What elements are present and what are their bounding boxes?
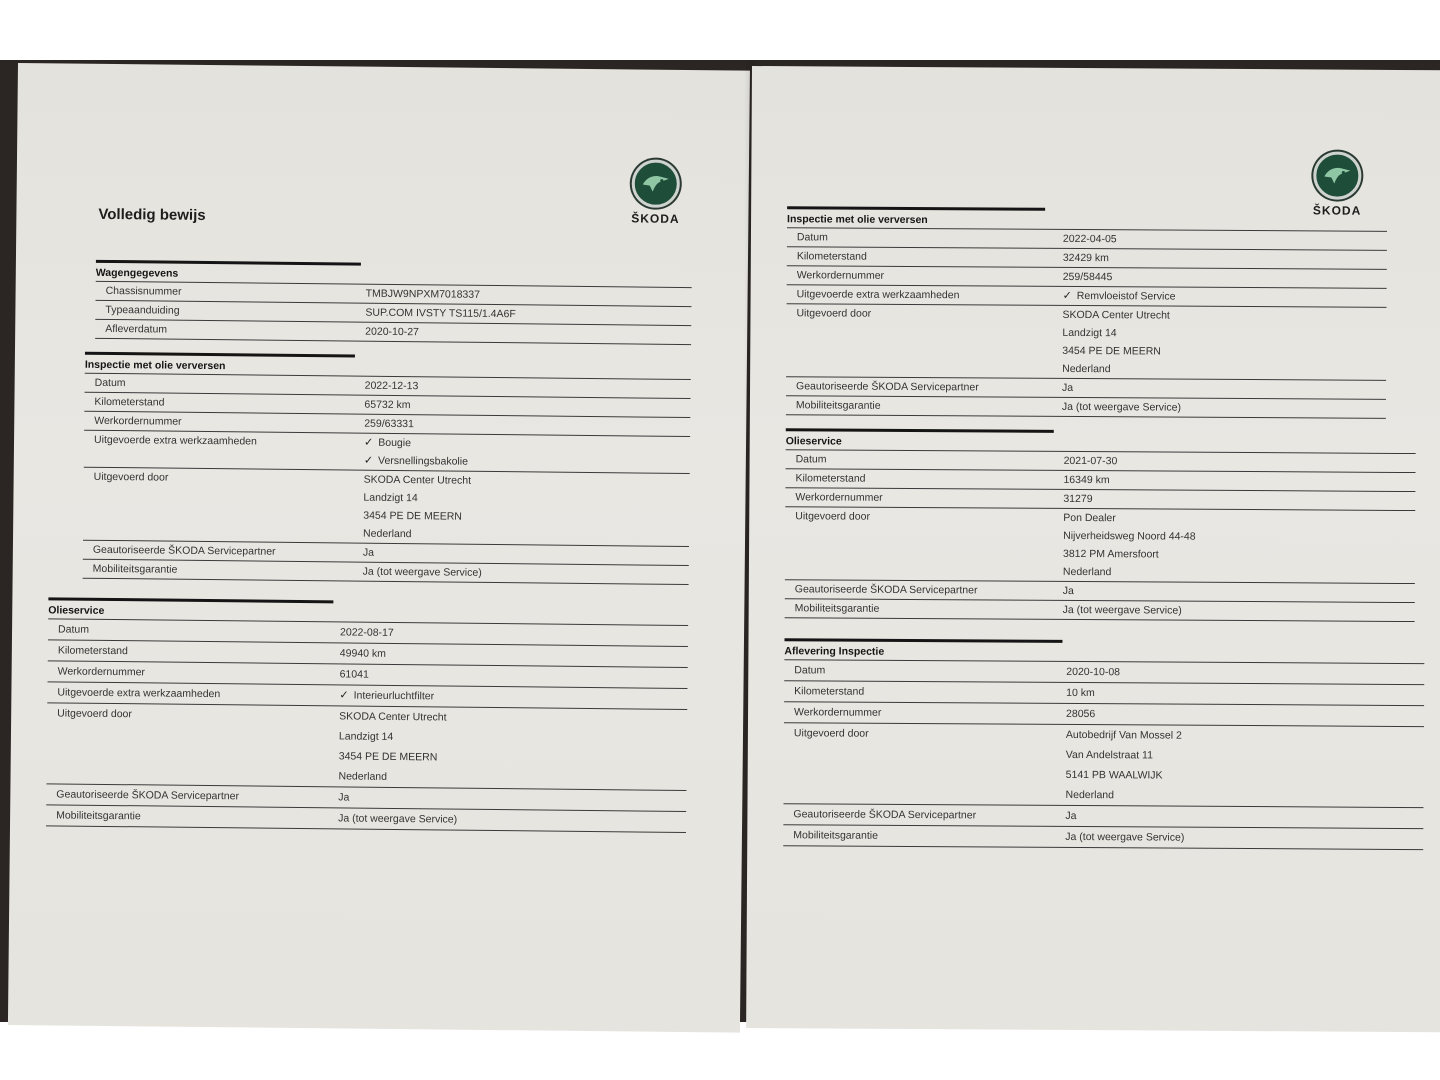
table-row: [786, 449, 1416, 472]
value-text: Ja (tot weergave Service): [1065, 830, 1185, 844]
value-line: [363, 525, 471, 544]
row-label: Mobiliteitsgarantie: [56, 809, 141, 823]
value-text: Ja (tot weergave Service): [1061, 400, 1182, 414]
page-left: [8, 63, 750, 1033]
value-text: Nederland: [1062, 362, 1111, 376]
row-label: Afleverdatum: [105, 322, 168, 336]
value-line: [1066, 725, 1182, 746]
row-value: [339, 685, 434, 706]
row-label: Werkordernummer: [795, 491, 883, 504]
value-text: Bougie: [378, 436, 412, 450]
value-line: [338, 787, 349, 807]
section-divider-bar: [48, 597, 333, 603]
value-line: [363, 489, 471, 508]
value-line: [363, 563, 482, 582]
value-line: [1062, 306, 1169, 325]
row-label: Mobiliteitsgarantie: [795, 399, 881, 412]
value-text: 10 km: [1066, 686, 1095, 700]
table-row: [783, 824, 1423, 849]
row-value: [1063, 268, 1113, 286]
table-row: [787, 246, 1387, 269]
value-line: [339, 706, 447, 727]
row-label: Datum: [796, 231, 828, 244]
row-label: Typeaanduiding: [105, 303, 180, 317]
value-text: Ja: [1062, 381, 1074, 394]
value-line: [1063, 601, 1182, 620]
value-line: [1063, 268, 1113, 286]
value-text: 16349 km: [1063, 473, 1110, 487]
section-title: Olieservice: [48, 604, 105, 617]
table-row: [784, 680, 1424, 705]
row-value: [365, 323, 419, 342]
skoda-arrow-icon: [1313, 151, 1361, 199]
page-title: Volledig bewijs: [98, 205, 206, 224]
checkmark-icon: ✓: [1062, 289, 1072, 302]
value-line: [364, 434, 468, 453]
value-text: 31279: [1063, 492, 1093, 506]
section-aflevering: [783, 638, 1424, 850]
row-label: Mobiliteitsgarantie: [92, 562, 178, 576]
value-line: [364, 452, 468, 471]
section-divider-bar: [96, 260, 361, 266]
row-label: Uitgevoerd door: [793, 727, 869, 740]
row-label: Datum: [795, 453, 827, 466]
row-value: [338, 787, 349, 807]
table-row: [783, 722, 1423, 807]
row-value: [1063, 601, 1182, 620]
value-text: Nederland: [338, 770, 388, 783]
skoda-logo: [1304, 151, 1370, 217]
value-text: 32429 km: [1062, 251, 1109, 265]
value-line: [1063, 249, 1109, 267]
section-divider-bar: [786, 428, 1054, 433]
value-text: Remvloeistof Service: [1076, 289, 1176, 303]
value-text: 28056: [1066, 707, 1096, 721]
skoda-arrow-icon: [632, 159, 681, 208]
row-label: Uitgevoerd door: [795, 510, 871, 523]
value-text: Landzigt 14: [1062, 326, 1117, 340]
section-title: Aflevering Inspectie: [784, 645, 885, 658]
skoda-wordmark: ŠKODA: [1312, 203, 1362, 218]
value-text: Van Andelstraat 11: [1065, 748, 1154, 762]
row-label: Werkordernummer: [796, 269, 885, 282]
row-value: [1066, 704, 1095, 724]
value-text: Ja: [362, 546, 375, 559]
table-row: [786, 303, 1386, 380]
row-value: [340, 664, 369, 684]
table-row: [786, 376, 1386, 399]
row-value: [1062, 306, 1170, 379]
row-value: [340, 622, 394, 643]
value-text: 5141 PB WAALWIJK: [1065, 768, 1163, 782]
row-label: Werkordernummer: [57, 665, 146, 679]
value-text: Nederland: [1062, 565, 1112, 579]
section-olieservice-right: [785, 428, 1416, 622]
row-value: [363, 544, 374, 562]
section-divider-bar: [85, 352, 355, 358]
value-line: [363, 544, 374, 562]
row-value: [1063, 249, 1109, 267]
value-line: [1065, 785, 1181, 806]
value-text: 2020-10-08: [1066, 665, 1121, 679]
row-label: Uitgevoerd door: [796, 307, 872, 320]
value-line: [340, 643, 386, 663]
value-line: [1063, 471, 1109, 489]
row-label: Uitgevoerde extra werkzaamheden: [93, 433, 257, 448]
row-value: [1062, 398, 1181, 417]
row-label: Kilometerstand: [795, 472, 866, 485]
skoda-logo: [622, 159, 689, 226]
row-value: [1066, 683, 1095, 703]
value-text: Ja (tot weergave Service): [362, 565, 482, 579]
row-value: [1065, 725, 1181, 806]
value-text: 3454 PE DE MEERN: [363, 509, 462, 523]
value-line: [1062, 360, 1169, 379]
row-label: Geautoriseerde ŠKODA Servicepartner: [56, 788, 240, 803]
value-line: [1063, 230, 1117, 248]
value-text: 49940 km: [339, 647, 387, 660]
value-line: [366, 285, 481, 304]
value-line: [1066, 704, 1095, 724]
row-label: Kilometerstand: [796, 250, 867, 263]
value-text: 259/63331: [364, 417, 414, 431]
value-text: 61041: [339, 668, 369, 681]
document-photo: [0, 60, 1440, 1022]
table-row: [785, 468, 1415, 491]
row-label: Kilometerstand: [94, 395, 165, 409]
value-line: [1063, 527, 1196, 546]
table-row: [787, 227, 1387, 250]
table-row: [783, 803, 1423, 828]
section-wagengegevens: [95, 260, 692, 345]
row-value: [1063, 287, 1176, 306]
row-value: [1064, 452, 1118, 470]
row-label: Geautoriseerde ŠKODA Servicepartner: [796, 380, 979, 394]
value-line: [1062, 398, 1181, 417]
row-label: Kilometerstand: [794, 685, 865, 698]
value-line: [1063, 490, 1092, 508]
row-value: [364, 434, 468, 471]
value-line: [1062, 342, 1169, 361]
row-label: Kilometerstand: [57, 644, 128, 658]
value-text: Landzigt 14: [363, 491, 418, 505]
value-line: [1063, 582, 1074, 600]
row-value: [338, 808, 457, 829]
value-text: 65732 km: [364, 398, 411, 412]
value-line: [364, 396, 410, 414]
section-divider-bar: [787, 206, 1045, 211]
row-value: [1063, 230, 1117, 248]
checkmark-icon: ✓: [363, 454, 374, 467]
value-text: Ja: [1062, 584, 1074, 597]
row-value: [1066, 662, 1120, 682]
value-line: [339, 746, 447, 767]
row-value: [340, 643, 386, 663]
value-text: Nederland: [1065, 788, 1115, 802]
row-label: Uitgevoerde extra werkzaamheden: [796, 288, 960, 302]
table-row: [784, 659, 1424, 684]
value-line: [1063, 287, 1176, 306]
value-line: [1065, 827, 1184, 848]
table-row: [83, 467, 690, 546]
section-title: Inspectie met olie verversen: [84, 358, 226, 373]
row-value: [365, 304, 516, 324]
value-line: [339, 726, 447, 747]
row-label: Uitgevoerd door: [57, 707, 132, 721]
value-text: Ja (tot weergave Service): [338, 812, 458, 826]
row-value: [338, 706, 446, 787]
row-label: Werkordernummer: [794, 706, 882, 719]
table-row: [785, 579, 1415, 602]
value-text: 3454 PE DE MEERN: [338, 750, 438, 764]
section-title: Wagengegevens: [95, 266, 179, 280]
value-line: [338, 808, 457, 829]
value-text: 3454 PE DE MEERN: [1062, 344, 1161, 358]
value-text: 2022-04-05: [1062, 232, 1117, 246]
value-line: [365, 304, 516, 324]
row-label: Datum: [94, 376, 126, 390]
value-line: [1062, 324, 1169, 343]
table-row: [785, 487, 1415, 510]
table-row: [46, 702, 687, 790]
table-row: [787, 265, 1387, 288]
section-olieservice-left: [46, 597, 688, 833]
value-text: 2021-07-30: [1063, 454, 1118, 468]
section-title: Olieservice: [785, 435, 842, 448]
row-label: Geautoriseerde ŠKODA Servicepartner: [794, 583, 978, 597]
row-label: Uitgevoerd door: [93, 470, 169, 484]
row-label: Werkordernummer: [94, 414, 182, 428]
value-line: [338, 766, 446, 787]
value-text: SKODA Center Utrecht: [363, 473, 472, 487]
row-value: [364, 415, 414, 434]
value-line: [364, 415, 414, 434]
section-inspectie-right: [786, 206, 1387, 419]
row-value: [1065, 806, 1076, 826]
checkmark-icon: ✓: [363, 436, 374, 449]
value-text: Ja: [1065, 809, 1077, 822]
value-line: [340, 664, 369, 684]
checkmark-icon: ✓: [339, 689, 349, 702]
row-value: [366, 285, 481, 304]
value-line: [1066, 662, 1120, 682]
value-line: [339, 685, 434, 706]
value-text: 2020-10-27: [365, 325, 419, 339]
value-line: [1065, 806, 1076, 826]
row-value: [363, 471, 471, 544]
skoda-wordmark: ŠKODA: [631, 211, 680, 226]
value-text: Ja (tot weergave Service): [1062, 603, 1182, 617]
table-row: [785, 506, 1415, 583]
table-row: [784, 701, 1424, 726]
table-row: [787, 284, 1387, 307]
value-line: [363, 507, 471, 526]
section-divider-bar: [784, 638, 1062, 643]
row-value: [363, 563, 482, 582]
row-label: Geautoriseerde ŠKODA Servicepartner: [793, 808, 977, 822]
value-text: Autobedrijf Van Mossel 2: [1065, 728, 1182, 742]
value-line: [364, 471, 472, 490]
value-line: [1064, 452, 1118, 470]
row-label: Uitgevoerde extra werkzaamheden: [57, 686, 221, 701]
row-value: [1063, 471, 1109, 489]
value-text: Ja: [338, 791, 350, 804]
value-text: Nijverheidsweg Noord 44-48: [1063, 529, 1196, 543]
value-text: 2022-08-17: [339, 626, 394, 639]
value-text: 2022-12-13: [364, 379, 419, 393]
table-row: [785, 598, 1415, 621]
row-label: Geautoriseerde ŠKODA Servicepartner: [92, 543, 276, 558]
row-label: Mobiliteitsgarantie: [794, 602, 880, 615]
value-line: [365, 377, 419, 396]
value-text: Versnellingsbakolie: [378, 454, 469, 468]
value-text: SKODA Center Utrecht: [1062, 308, 1170, 322]
value-line: [365, 323, 419, 342]
value-line: [1063, 509, 1196, 528]
section-title: Inspectie met olie verversen: [787, 213, 928, 227]
value-line: [1063, 563, 1196, 582]
value-text: TMBJW9NPXM7018337: [365, 287, 481, 301]
value-text: SKODA Center Utrecht: [339, 710, 447, 724]
value-text: Pon Dealer: [1063, 511, 1116, 525]
value-text: SUP.COM IVSTY TS115/1.4A6F: [365, 306, 516, 321]
value-line: [340, 622, 394, 643]
row-value: [1063, 582, 1074, 600]
row-value: [1063, 490, 1092, 508]
row-value: [364, 396, 410, 414]
row-label: Datum: [794, 664, 826, 677]
value-line: [1066, 683, 1095, 703]
row-value: [1065, 827, 1184, 848]
page-right: [746, 66, 1440, 1032]
table-row: [786, 395, 1386, 418]
value-text: Nederland: [363, 527, 412, 541]
value-line: [1066, 745, 1182, 766]
table-row: [84, 430, 690, 473]
row-value: [1062, 379, 1073, 397]
value-text: Interieurluchtfilter: [353, 689, 435, 703]
value-line: [1063, 545, 1196, 564]
section-inspectie-left: [83, 352, 691, 585]
row-value: [365, 377, 419, 396]
value-text: Landzigt 14: [338, 730, 394, 743]
value-line: [1066, 765, 1182, 786]
value-line: [1062, 379, 1073, 397]
value-text: 3812 PM Amersfoort: [1062, 547, 1159, 561]
row-label: Chassisnummer: [105, 284, 182, 298]
row-label: Mobiliteitsgarantie: [793, 829, 878, 842]
row-label: Datum: [58, 623, 90, 636]
value-text: 259/58445: [1062, 270, 1113, 284]
row-value: [1063, 509, 1196, 582]
